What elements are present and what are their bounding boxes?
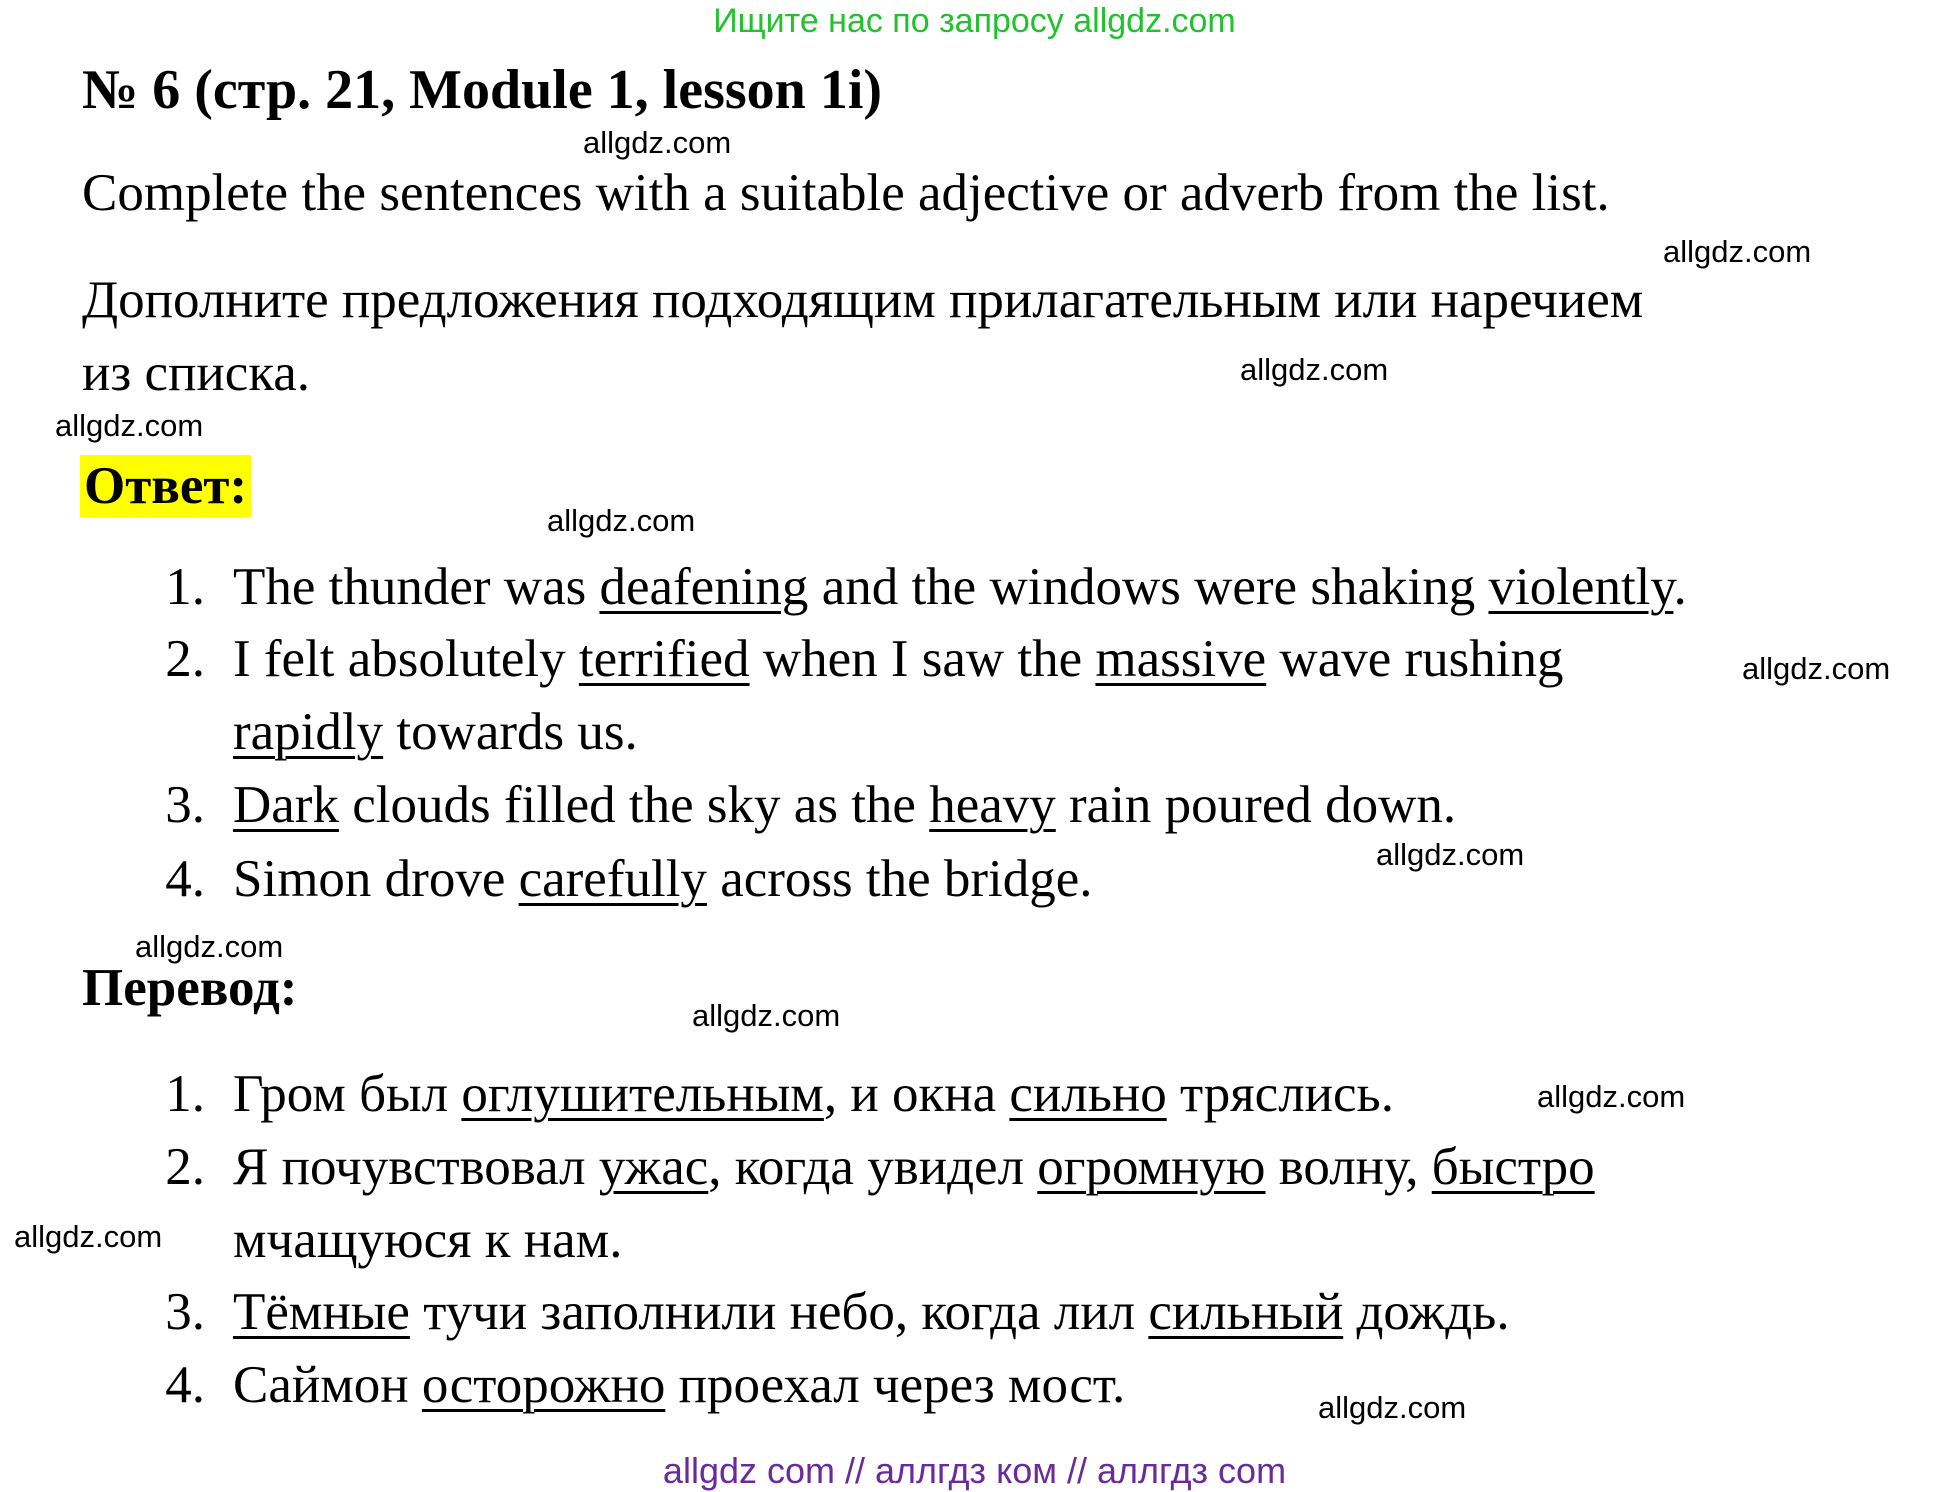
- answer-word: сильный: [1148, 1283, 1344, 1341]
- sentence-text: дождь.: [1343, 1283, 1510, 1341]
- translation-line: [233, 1137, 1595, 1197]
- watermark: allgdz.com: [692, 998, 841, 1033]
- translation-number: 2.: [165, 1138, 205, 1196]
- answer-word: rapidly: [233, 703, 384, 761]
- task-english: Complete the sentences with a suitable adjective or adverb from the list.: [82, 164, 1610, 222]
- answer-word: carefully: [518, 850, 707, 908]
- translation-line: [233, 1355, 1125, 1415]
- answer-word: осторожно: [421, 1356, 666, 1414]
- sentence-text: clouds filled the sky as the: [338, 776, 930, 834]
- footer-links: allgdz com // аллгдз ком // аллгдз com: [662, 1450, 1287, 1491]
- sentence-text: rain poured down.: [1055, 776, 1457, 834]
- sentence-text: , и окна: [823, 1065, 1010, 1123]
- watermark: allgdz.com: [547, 503, 696, 538]
- answer-number: 4.: [165, 850, 205, 908]
- sentence-text: .: [1673, 558, 1687, 616]
- answer-word: Тёмные: [233, 1283, 410, 1341]
- sentence-text: The thunder was: [233, 558, 600, 616]
- translation-line: [233, 1210, 622, 1270]
- translation-number: 4.: [165, 1356, 205, 1414]
- sentence-text: тряслись.: [1166, 1065, 1394, 1123]
- watermark: allgdz.com: [135, 929, 284, 964]
- watermark: allgdz.com: [14, 1219, 163, 1254]
- answer-line: [233, 557, 1687, 617]
- translation-heading: Перевод:: [82, 959, 298, 1017]
- watermark: allgdz.com: [55, 408, 204, 443]
- sentence-text: Саймон: [233, 1356, 422, 1414]
- answer-number: 1.: [165, 558, 205, 616]
- answer-word: Dark: [233, 776, 339, 834]
- exercise-title: № 6 (стр. 21, Module 1, lesson 1i): [82, 59, 883, 121]
- sentence-text: I felt absolutely: [233, 630, 579, 688]
- sentence-text: тучи заполнили небо, когда лил: [409, 1283, 1149, 1341]
- translation-number: 1.: [165, 1065, 205, 1123]
- answer-word: terrified: [578, 630, 750, 688]
- watermark: allgdz.com: [1376, 837, 1525, 872]
- task-russian-line-1: Дополните предложения подходящим прилагательным или наречием: [82, 271, 1644, 329]
- sentence-text: волну,: [1265, 1138, 1432, 1196]
- sentence-text: мчащуюся к нам.: [233, 1211, 623, 1269]
- search-banner: Ищите нас по запросу allgdz.com: [713, 2, 1236, 40]
- answer-heading: Ответ:: [80, 455, 251, 517]
- answer-word: heavy: [929, 776, 1056, 834]
- answer-word: violently: [1488, 558, 1674, 616]
- translation-line: [233, 1064, 1394, 1124]
- answer-line: [233, 775, 1456, 835]
- watermark: allgdz.com: [1537, 1079, 1686, 1114]
- sentence-text: and the windows were shaking: [808, 558, 1489, 616]
- watermark: allgdz.com: [1663, 234, 1812, 269]
- answer-word: оглушительным: [461, 1065, 824, 1123]
- answer-word: огромную: [1037, 1138, 1266, 1196]
- sentence-text: when I saw the: [749, 630, 1096, 688]
- sentence-text: Я почувствовал: [233, 1138, 599, 1196]
- sentence-text: , когда увидел: [708, 1138, 1038, 1196]
- task-russian-line-2: из списка.: [82, 344, 311, 402]
- answer-word: deafening: [599, 558, 809, 616]
- answer-word: ужас: [598, 1138, 709, 1196]
- answer-word: massive: [1095, 630, 1267, 688]
- sentence-text: wave rushing: [1266, 630, 1564, 688]
- sentence-text: проехал через мост.: [665, 1356, 1126, 1414]
- answer-number: 2.: [165, 630, 205, 688]
- answer-line: [233, 629, 1564, 689]
- sentence-text: towards us.: [383, 703, 638, 761]
- translation-line: [233, 1282, 1510, 1342]
- watermark: allgdz.com: [583, 125, 732, 160]
- sentence-text: Гром был: [233, 1065, 462, 1123]
- answer-word: сильно: [1009, 1065, 1167, 1123]
- watermark: allgdz.com: [1742, 651, 1891, 686]
- answer-number: 3.: [165, 776, 205, 834]
- answer-word: быстро: [1431, 1138, 1595, 1196]
- watermark: allgdz.com: [1318, 1390, 1467, 1425]
- translation-number: 3.: [165, 1283, 205, 1341]
- answer-line: [233, 849, 1093, 909]
- sentence-text: Simon drove: [233, 850, 519, 908]
- answer-line: [233, 702, 638, 762]
- watermark: allgdz.com: [1240, 352, 1389, 387]
- sentence-text: across the bridge.: [706, 850, 1093, 908]
